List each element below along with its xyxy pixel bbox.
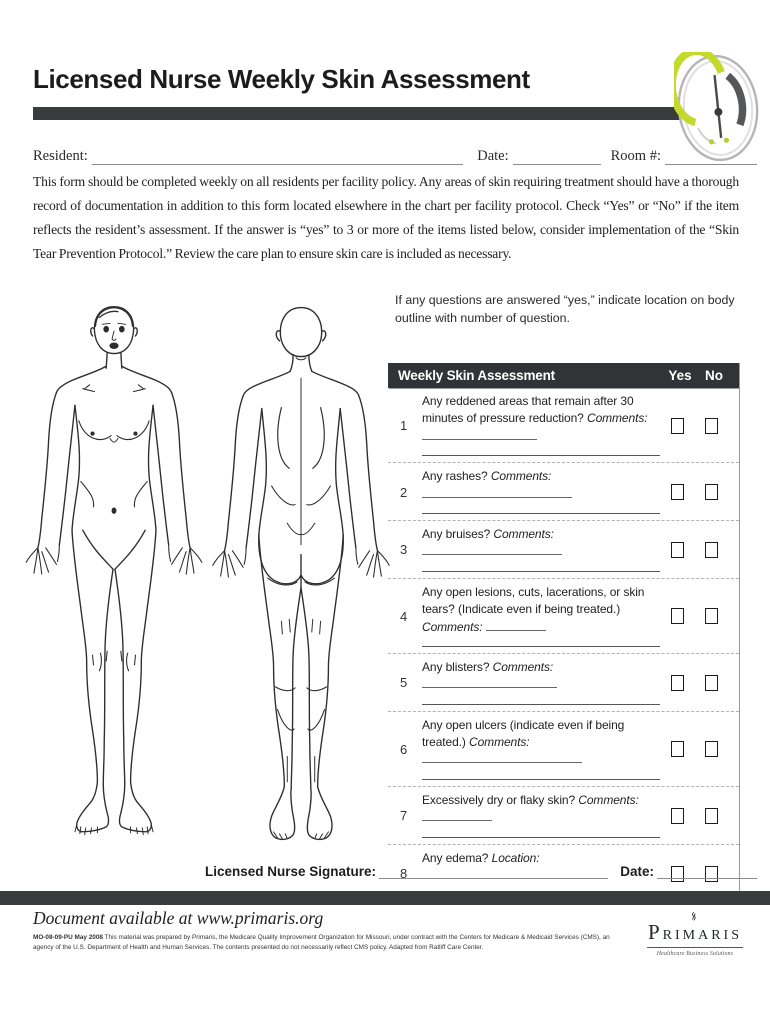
resident-label: Resident: <box>33 148 88 164</box>
row-number: 5 <box>400 675 408 691</box>
comments-blank-line[interactable] <box>422 487 572 498</box>
table-row <box>388 578 739 653</box>
comments-label: Comments: <box>469 735 530 750</box>
table-row <box>388 711 739 786</box>
row-number: 1 <box>400 418 408 434</box>
primaris-logo <box>645 910 745 957</box>
resident-blank-line[interactable] <box>92 149 463 165</box>
no-column-header: No <box>705 368 723 383</box>
comments-label: Comments: <box>587 411 648 426</box>
row-number: 3 <box>400 542 408 558</box>
body-outline-back-figure[interactable] <box>203 296 399 868</box>
table-title: Weekly Skin Assessment <box>398 368 555 383</box>
signature-row <box>205 864 757 882</box>
comments-blank-line[interactable] <box>422 810 492 821</box>
table-row <box>388 462 739 520</box>
comments-blank-line[interactable] <box>422 704 660 705</box>
resident-info-row <box>33 148 757 165</box>
row-number: 6 <box>400 741 408 757</box>
row-question: Any reddened areas that remain after 30 minutes of pressure reduction? Comments: <box>422 393 660 458</box>
signature-date-label: Date: <box>620 864 654 879</box>
no-checkbox[interactable] <box>705 542 718 558</box>
table-row <box>388 786 739 844</box>
instructions-paragraph: This form should be completed weekly on all residents per facility policy. Any areas of skin requiring treatment should have a thorough record of documentation in addition to this form located elsewhere in the chart per facility protocol. Check “Yes” or “No” if the item reflects the resident’s assessment. If the answer is “yes” to 3 or more of the items listed below, consider implementation of the “Skin Tear Prevention Protocol.” Review the care plan to ensure skin care is included as necessary. <box>33 174 739 261</box>
comments-label: Comments: <box>493 526 554 541</box>
row-question: Excessively dry or flaky skin? Comments: <box>422 792 660 840</box>
table-row <box>388 520 739 578</box>
row-question: Any rashes? Comments: <box>422 468 660 516</box>
location-label: Location: <box>491 850 540 865</box>
body-outline-front-figure[interactable] <box>16 296 212 862</box>
comments-blank-line[interactable] <box>422 513 660 514</box>
yes-checkbox[interactable] <box>671 608 684 624</box>
logo-divider <box>647 947 743 948</box>
yes-checkbox[interactable] <box>671 418 684 434</box>
row-number: 7 <box>400 808 408 824</box>
row-question: Any edema? Location: <box>422 850 660 898</box>
legal-fine-print: MO-08-09-PU May 2008 This material was prepared by Primaris, the Medicare Quality Improvement Organization for Missouri, under contract with the Centers for Medicare & Medicaid Services (CMS), an agency of the U.S. Department of Health and Human Services. The contents presented do not necessarily reflect CMS policy. Adapted from Ratliff Care Center. <box>33 934 610 952</box>
comments-label: Comments: <box>422 619 483 634</box>
comments-blank-line[interactable] <box>422 429 537 440</box>
no-checkbox[interactable] <box>705 484 718 500</box>
yes-checkbox[interactable] <box>671 542 684 558</box>
header-rule-bar <box>33 107 745 120</box>
assessment-table <box>388 363 740 904</box>
row-number: 4 <box>400 608 408 624</box>
room-label: Room #: <box>610 148 661 164</box>
comments-blank-line[interactable] <box>422 544 562 555</box>
comments-blank-line[interactable] <box>422 571 660 572</box>
comments-blank-line[interactable] <box>422 677 557 688</box>
comments-label: Comments: <box>490 469 552 484</box>
row-question: Any open lesions, cuts, lacerations, or skin tears? (Indicate even if being treated.) Comments: <box>422 584 660 649</box>
no-checkbox[interactable] <box>705 808 718 824</box>
signature-label: Licensed Nurse Signature: <box>205 864 377 879</box>
gauge-logo-icon <box>674 52 762 164</box>
no-checkbox[interactable] <box>705 675 718 691</box>
date-label: Date: <box>477 148 509 164</box>
comments-blank-line[interactable] <box>422 455 660 456</box>
yes-checkbox[interactable] <box>671 741 684 757</box>
document-code: MO-08-09-PU May 2008 <box>33 934 103 941</box>
row-number: 2 <box>400 484 408 500</box>
comments-blank-line[interactable] <box>422 646 660 647</box>
page-title: Licensed Nurse Weekly Skin Assessment <box>33 64 530 94</box>
signature-date-blank-line[interactable] <box>657 864 757 879</box>
yes-column-header: Yes <box>668 368 692 383</box>
row-question: Any blisters? Comments: <box>422 659 660 707</box>
no-checkbox[interactable] <box>705 741 718 757</box>
footer <box>33 908 745 957</box>
primaris-wordmark: PRIMARIS <box>647 920 743 944</box>
row-number: 8 <box>400 866 408 882</box>
comments-label: Comments: <box>492 659 554 674</box>
comments-blank-line[interactable] <box>422 752 582 763</box>
footer-rule-bar <box>0 891 770 905</box>
date-blank-line[interactable] <box>513 149 601 165</box>
comments-blank-line[interactable] <box>486 620 546 631</box>
comments-blank-line[interactable] <box>422 779 660 780</box>
table-row <box>388 653 739 711</box>
yes-checkbox[interactable] <box>671 808 684 824</box>
yes-checkbox[interactable] <box>671 484 684 500</box>
row-question: Any bruises? Comments: <box>422 526 660 574</box>
primaris-tagline: Healthcare Business Solutions <box>656 951 734 958</box>
body-outline-note: If any questions are answered “yes,” indicate location on body outline with number of question. <box>395 293 735 325</box>
flame-icon <box>643 910 743 921</box>
yes-checkbox[interactable] <box>671 675 684 691</box>
row-question: Any open ulcers (indicate even if being treated.) Comments: <box>422 717 660 782</box>
table-row <box>388 388 739 462</box>
no-checkbox[interactable] <box>705 418 718 434</box>
document-availability-link[interactable]: Document available at www.primaris.org <box>33 908 324 928</box>
comments-label: Comments: <box>578 792 639 807</box>
signature-blank-line[interactable] <box>379 864 608 882</box>
no-checkbox[interactable] <box>705 608 718 624</box>
comments-blank-line[interactable] <box>422 837 660 838</box>
table-header <box>388 363 739 388</box>
